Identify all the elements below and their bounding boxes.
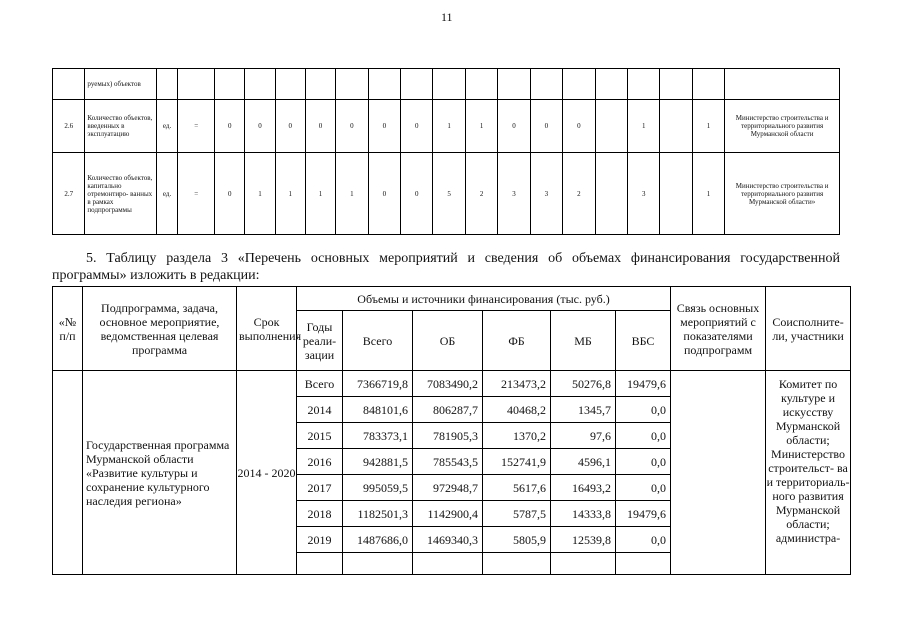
header-link: Связь основных мероприятий с показателями подпрограмм (671, 287, 766, 371)
mb-cell (551, 553, 616, 575)
header-executors: Соисполните- ли, участники (766, 287, 851, 371)
responsible-cell: Министерство строительства и территориального развития Мурманской области» (725, 153, 840, 235)
ob-cell: 781905,3 (413, 423, 483, 449)
value-cell: 5 (433, 153, 465, 235)
header-total: Всего (343, 311, 413, 371)
value-cell: 1 (275, 153, 305, 235)
value-cell (595, 100, 627, 153)
funding-table (52, 286, 851, 575)
total-cell: 1182501,3 (343, 501, 413, 527)
header-fb: ФБ (483, 311, 551, 371)
fb-cell: 152741,9 (483, 449, 551, 475)
value-cell: 2 (563, 153, 595, 235)
sign-cell: = (178, 100, 215, 153)
header-num: «№ п/п (53, 287, 83, 371)
row-number: 2.7 (53, 153, 85, 235)
vbs-cell: 0,0 (616, 423, 671, 449)
value-cell: 3 (627, 153, 659, 235)
indicators-table-continued (52, 68, 840, 235)
value-cell: 1 (465, 100, 497, 153)
table-row (53, 69, 840, 100)
vbs-cell: 0,0 (616, 449, 671, 475)
ob-cell: 785543,5 (413, 449, 483, 475)
fb-cell: 40468,2 (483, 397, 551, 423)
value-cell: 1 (245, 153, 275, 235)
table-row (53, 371, 851, 397)
vbs-cell: 0,0 (616, 397, 671, 423)
header-years: Годы реали- зации (297, 311, 343, 371)
executors-cell (766, 371, 851, 575)
mb-cell: 1345,7 (551, 397, 616, 423)
executors-text: Комитет по культуре и искусству Мурманской области; Министерство строительст- ва и территориаль- ного развития Мурманской области; администра- (766, 377, 850, 545)
fb-cell: 5787,5 (483, 501, 551, 527)
table-row (53, 153, 840, 235)
value-cell (660, 100, 692, 153)
row-number: 2.6 (53, 100, 85, 153)
mb-cell: 12539,8 (551, 527, 616, 553)
ob-cell (413, 553, 483, 575)
header-funding: Объемы и источники финансирования (тыс. руб.) (297, 287, 671, 311)
indicator-cell: Количество объектов, капитально отремонтиро- ванных в рамках подпрограммы (85, 153, 156, 235)
value-cell: 1 (305, 153, 335, 235)
value-cell: 2 (465, 153, 497, 235)
value-cell: 0 (530, 100, 562, 153)
row-number-cell (53, 371, 83, 575)
total-cell: 7366719,8 (343, 371, 413, 397)
table-row (53, 100, 840, 153)
page-number: 11 (441, 10, 453, 24)
sign-cell: = (178, 153, 215, 235)
year-cell: 2015 (297, 423, 343, 449)
mb-cell: 50276,8 (551, 371, 616, 397)
total-cell: 783373,1 (343, 423, 413, 449)
year-cell: 2018 (297, 501, 343, 527)
value-cell (660, 153, 692, 235)
responsible-cell: Министерство строительства и территориального развития Мурманской области (725, 100, 840, 153)
value-cell: 0 (401, 153, 433, 235)
value-cell: 0 (401, 100, 433, 153)
total-cell: 848101,6 (343, 397, 413, 423)
value-cell: 0 (563, 100, 595, 153)
period-value: 2014 - 2020 (237, 371, 297, 575)
vbs-cell: 19479,6 (616, 501, 671, 527)
header-row (53, 287, 851, 311)
value-cell: 0 (498, 100, 530, 153)
mb-cell: 4596,1 (551, 449, 616, 475)
header-vbs: ВБС (616, 311, 671, 371)
value-cell: 1 (433, 100, 465, 153)
instruction-text: 5. Таблицу раздела 3 «Перечень основных мероприятий и сведения об объемах финансирования государственной программы» изложить в редакции: (52, 251, 840, 283)
value-cell: 3 (498, 153, 530, 235)
indicator-cell: Количество объектов, введенных в эксплуатацию (85, 100, 156, 153)
value-cell: 3 (530, 153, 562, 235)
ob-cell: 806287,7 (413, 397, 483, 423)
value-cell: 0 (245, 100, 275, 153)
value-cell: 0 (305, 100, 335, 153)
value-cell: 1 (627, 100, 659, 153)
fb-cell: 213473,2 (483, 371, 551, 397)
total-cell: 942881,5 (343, 449, 413, 475)
year-cell: 2016 (297, 449, 343, 475)
value-cell: 0 (336, 100, 368, 153)
value-cell: 0 (215, 100, 245, 153)
year-cell: 2017 (297, 475, 343, 501)
program-name: Государственная программа Мурманской области «Развитие культуры и сохранение культурного наследия региона» (83, 371, 237, 575)
vbs-cell (616, 553, 671, 575)
value-cell (595, 153, 627, 235)
mb-cell: 97,6 (551, 423, 616, 449)
cell (53, 69, 85, 100)
unit-cell: ед. (156, 153, 178, 235)
value-cell: 1 (692, 100, 724, 153)
value-cell: 0 (215, 153, 245, 235)
year-cell: 2014 (297, 397, 343, 423)
total-cell: 995059,5 (343, 475, 413, 501)
fb-cell: 1370,2 (483, 423, 551, 449)
ob-cell: 1142900,4 (413, 501, 483, 527)
value-cell: 1 (692, 153, 724, 235)
value-cell: 0 (368, 100, 400, 153)
value-cell: 0 (275, 100, 305, 153)
total-cell: 1487686,0 (343, 527, 413, 553)
header-program: Подпрограмма, задача, основное мероприятие, ведомственная целевая программа (83, 287, 237, 371)
link-cell (671, 371, 766, 575)
vbs-cell: 0,0 (616, 527, 671, 553)
header-period: Срок выполнения (237, 287, 297, 371)
fb-cell: 5805,9 (483, 527, 551, 553)
total-cell (343, 553, 413, 575)
instruction-paragraph (52, 250, 840, 284)
fb-cell: 5617,6 (483, 475, 551, 501)
header-mb: МБ (551, 311, 616, 371)
ob-cell: 1469340,3 (413, 527, 483, 553)
vbs-cell: 19479,6 (616, 371, 671, 397)
vbs-cell: 0,0 (616, 475, 671, 501)
ob-cell: 972948,7 (413, 475, 483, 501)
year-cell (297, 553, 343, 575)
ob-cell: 7083490,2 (413, 371, 483, 397)
header-ob: ОБ (413, 311, 483, 371)
indicator-cell: руемых) объектов (85, 69, 156, 100)
year-cell: Всего (297, 371, 343, 397)
year-cell: 2019 (297, 527, 343, 553)
value-cell: 0 (368, 153, 400, 235)
mb-cell: 16493,2 (551, 475, 616, 501)
unit-cell: ед. (156, 100, 178, 153)
fb-cell (483, 553, 551, 575)
mb-cell: 14333,8 (551, 501, 616, 527)
value-cell: 1 (336, 153, 368, 235)
